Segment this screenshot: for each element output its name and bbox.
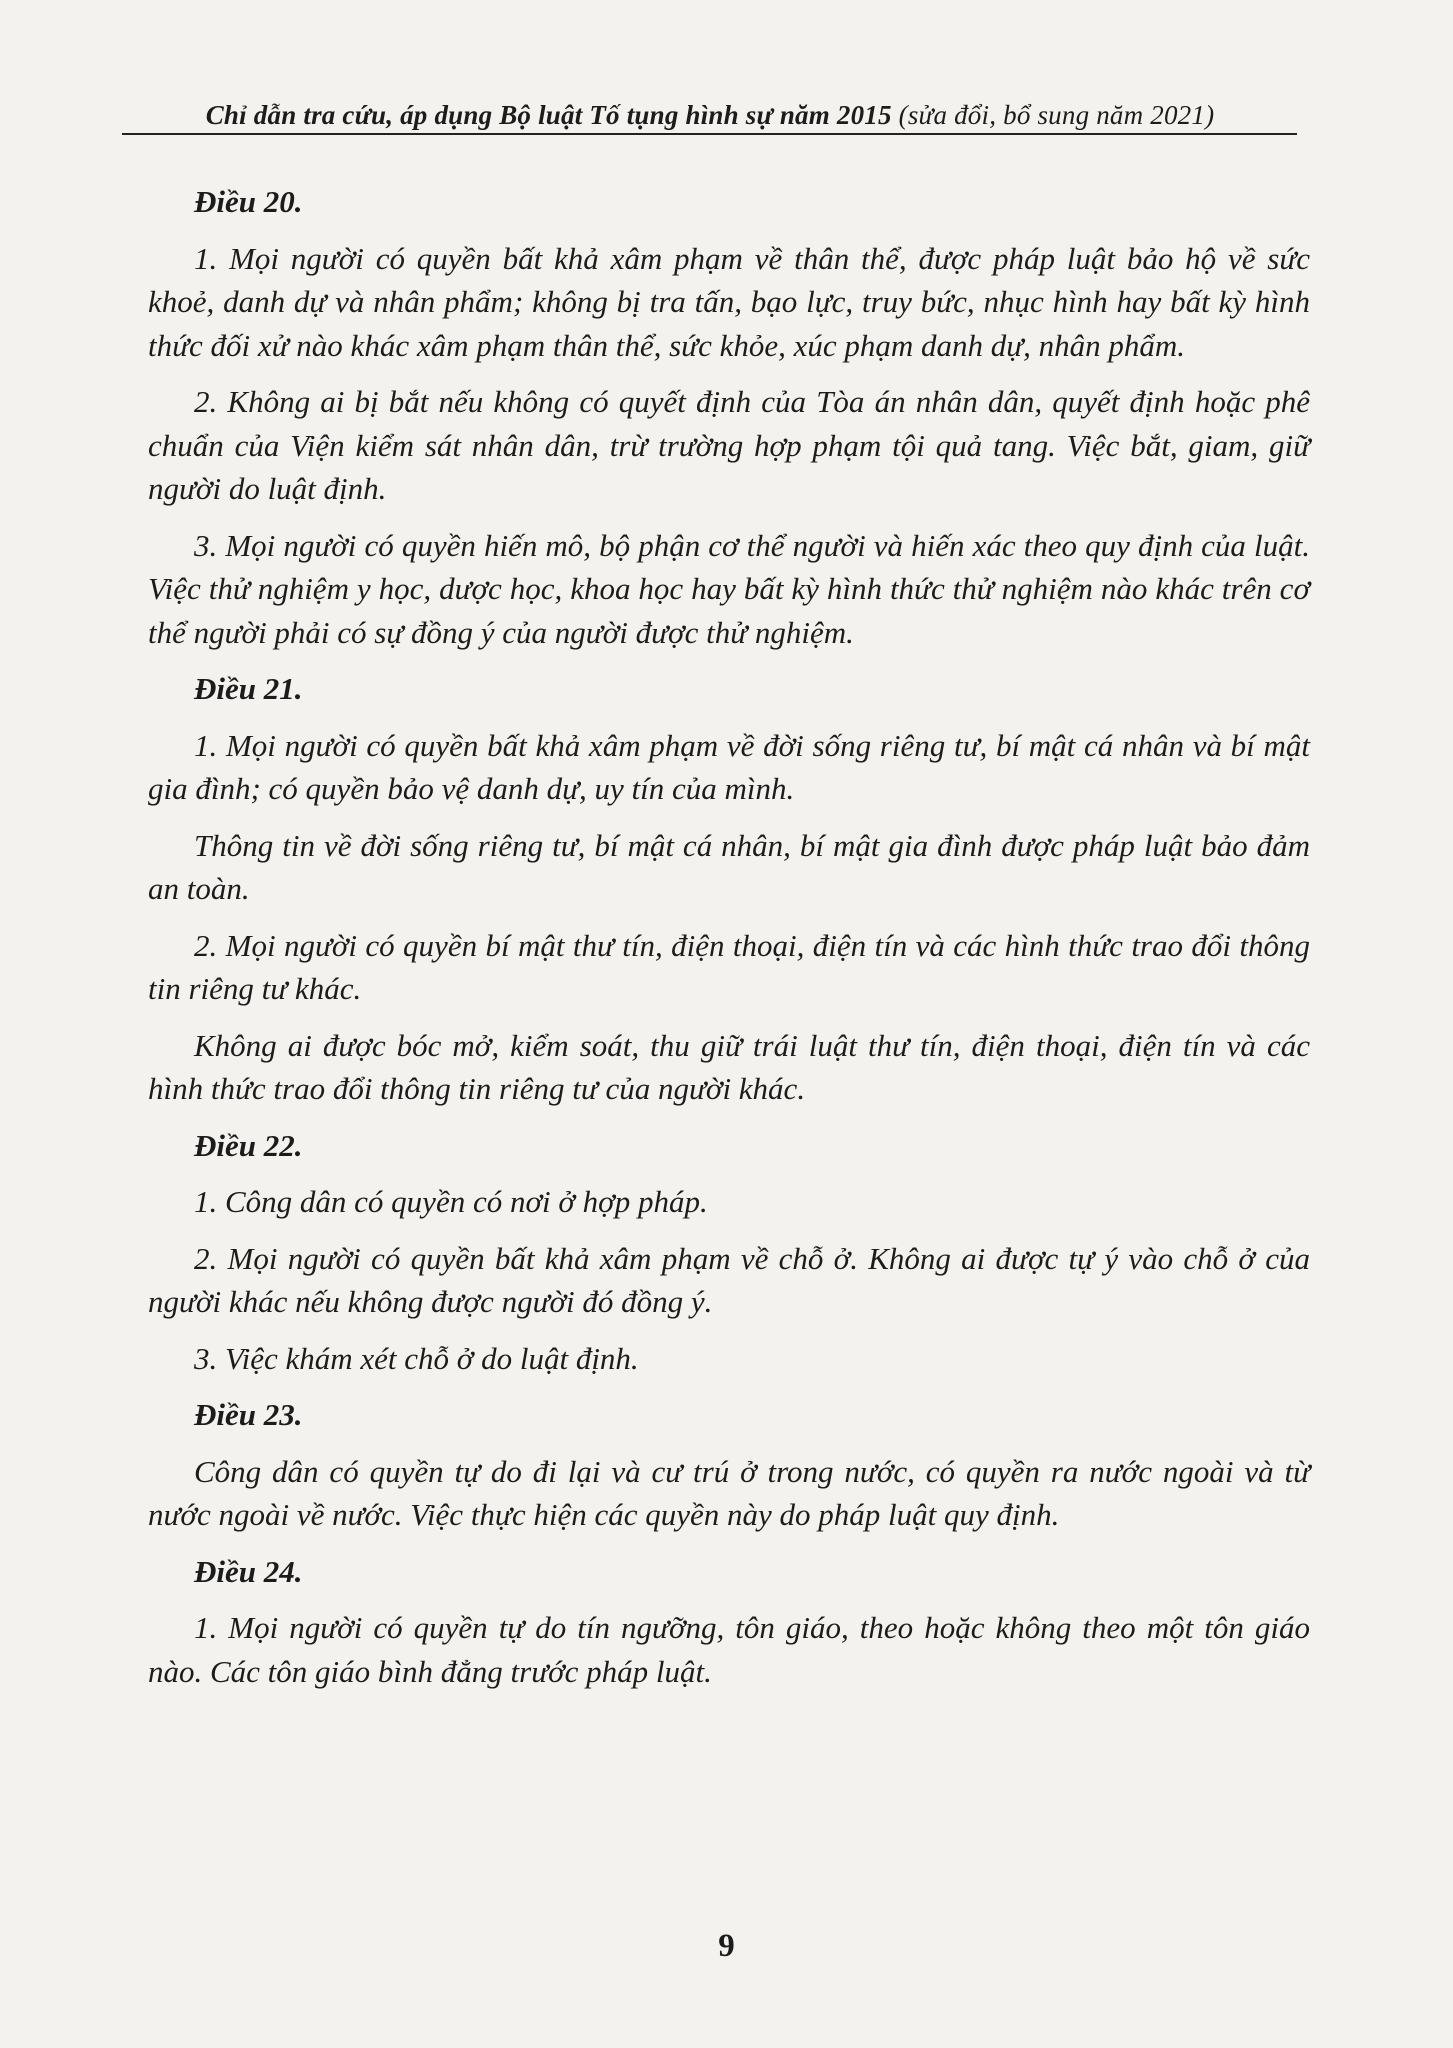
article-paragraph: 2. Mọi người có quyền bất khả xâm phạm về chỗ ở. Không ai được tự ý vào chỗ ở của người khác nếu không được người đó đồng ý.: [148, 1240, 1310, 1319]
running-header-subtitle: (sửa đổi, bổ sung năm 2021): [891, 100, 1215, 130]
page-content: [148, 180, 1310, 1706]
article-title: Điều 24.: [194, 1553, 303, 1589]
running-header: [125, 100, 1295, 131]
article-paragraph: 2. Mọi người có quyền bí mật thư tín, điện thoại, điện tín và các hình thức trao đổi thông tin riêng tư khác.: [148, 927, 1310, 1006]
article-paragraph: 3. Mọi người có quyền hiến mô, bộ phận cơ thể người và hiến xác theo quy định của luật. Việc thử nghiệm y học, dược học, khoa học hay bất kỳ hình thức thử nghiệm nào khác trên cơ thể người phải có sự đồng ý của người được thử nghiệm.: [148, 527, 1310, 650]
article-paragraph: 1. Mọi người có quyền bất khả xâm phạm về đời sống riêng tư, bí mật cá nhân và bí mật gia đình; có quyền bảo vệ danh dự, uy tín của mình.: [148, 727, 1310, 806]
article: [148, 1393, 1310, 1537]
article-paragraph: 1. Công dân có quyền có nơi ở hợp pháp.: [194, 1184, 708, 1219]
article: [148, 1124, 1310, 1381]
article-paragraph: 3. Việc khám xét chỗ ở do luật định.: [194, 1340, 639, 1376]
article: [148, 180, 1310, 654]
article-title: Điều 20.: [194, 184, 303, 219]
article-paragraph: 2. Không ai bị bắt nếu không có quyết định của Tòa án nhân dân, quyết định hoặc phê chuẩn của Viện kiểm sát nhân dân, trừ trường hợp phạm tội quả tang. Việc bắt, giam, giữ người do luật định.: [148, 384, 1310, 506]
article-paragraph: Thông tin về đời sống riêng tư, bí mật cá nhân, bí mật gia đình được pháp luật bảo đảm an toàn.: [148, 827, 1310, 906]
article: [148, 667, 1310, 1111]
article-title: Điều 21.: [194, 671, 303, 706]
article-paragraph: Công dân có quyền tự do đi lại và cư trú ở trong nước, có quyền ra nước ngoài và từ nước ngoài về nước. Việc thực hiện các quyền này do pháp luật quy định.: [148, 1453, 1310, 1532]
article-title: Điều 22.: [194, 1127, 303, 1163]
article-paragraph: 1. Mọi người có quyền tự do tín ngưỡng, tôn giáo, theo hoặc không theo một tôn giáo nào. Các tôn giáo bình đẳng trước pháp luật.: [148, 1610, 1310, 1689]
article-paragraph: 1. Mọi người có quyền bất khả xâm phạm về thân thể, được pháp luật bảo hộ về sức khoẻ, danh dự và nhân phẩm; không bị tra tấn, bạo lực, truy bức, nhục hình hay bất kỳ hình thức đối xử nào khác xâm phạm thân thể, sức khỏe, xúc phạm danh dự, nhân phẩm.: [148, 240, 1310, 363]
running-header-title: Chỉ dẫn tra cứu, áp dụng Bộ luật Tố tụng hình sự năm 2015: [205, 100, 892, 130]
page-number: 9: [718, 1928, 735, 1964]
article: [148, 1550, 1310, 1694]
article-title: Điều 23.: [194, 1397, 303, 1432]
article-paragraph: Không ai được bóc mở, kiểm soát, thu giữ trái luật thư tín, điện thoại, điện tín và các hình thức trao đổi thông tin riêng tư của người khác.: [148, 1027, 1310, 1106]
header-rule: [122, 133, 1297, 135]
